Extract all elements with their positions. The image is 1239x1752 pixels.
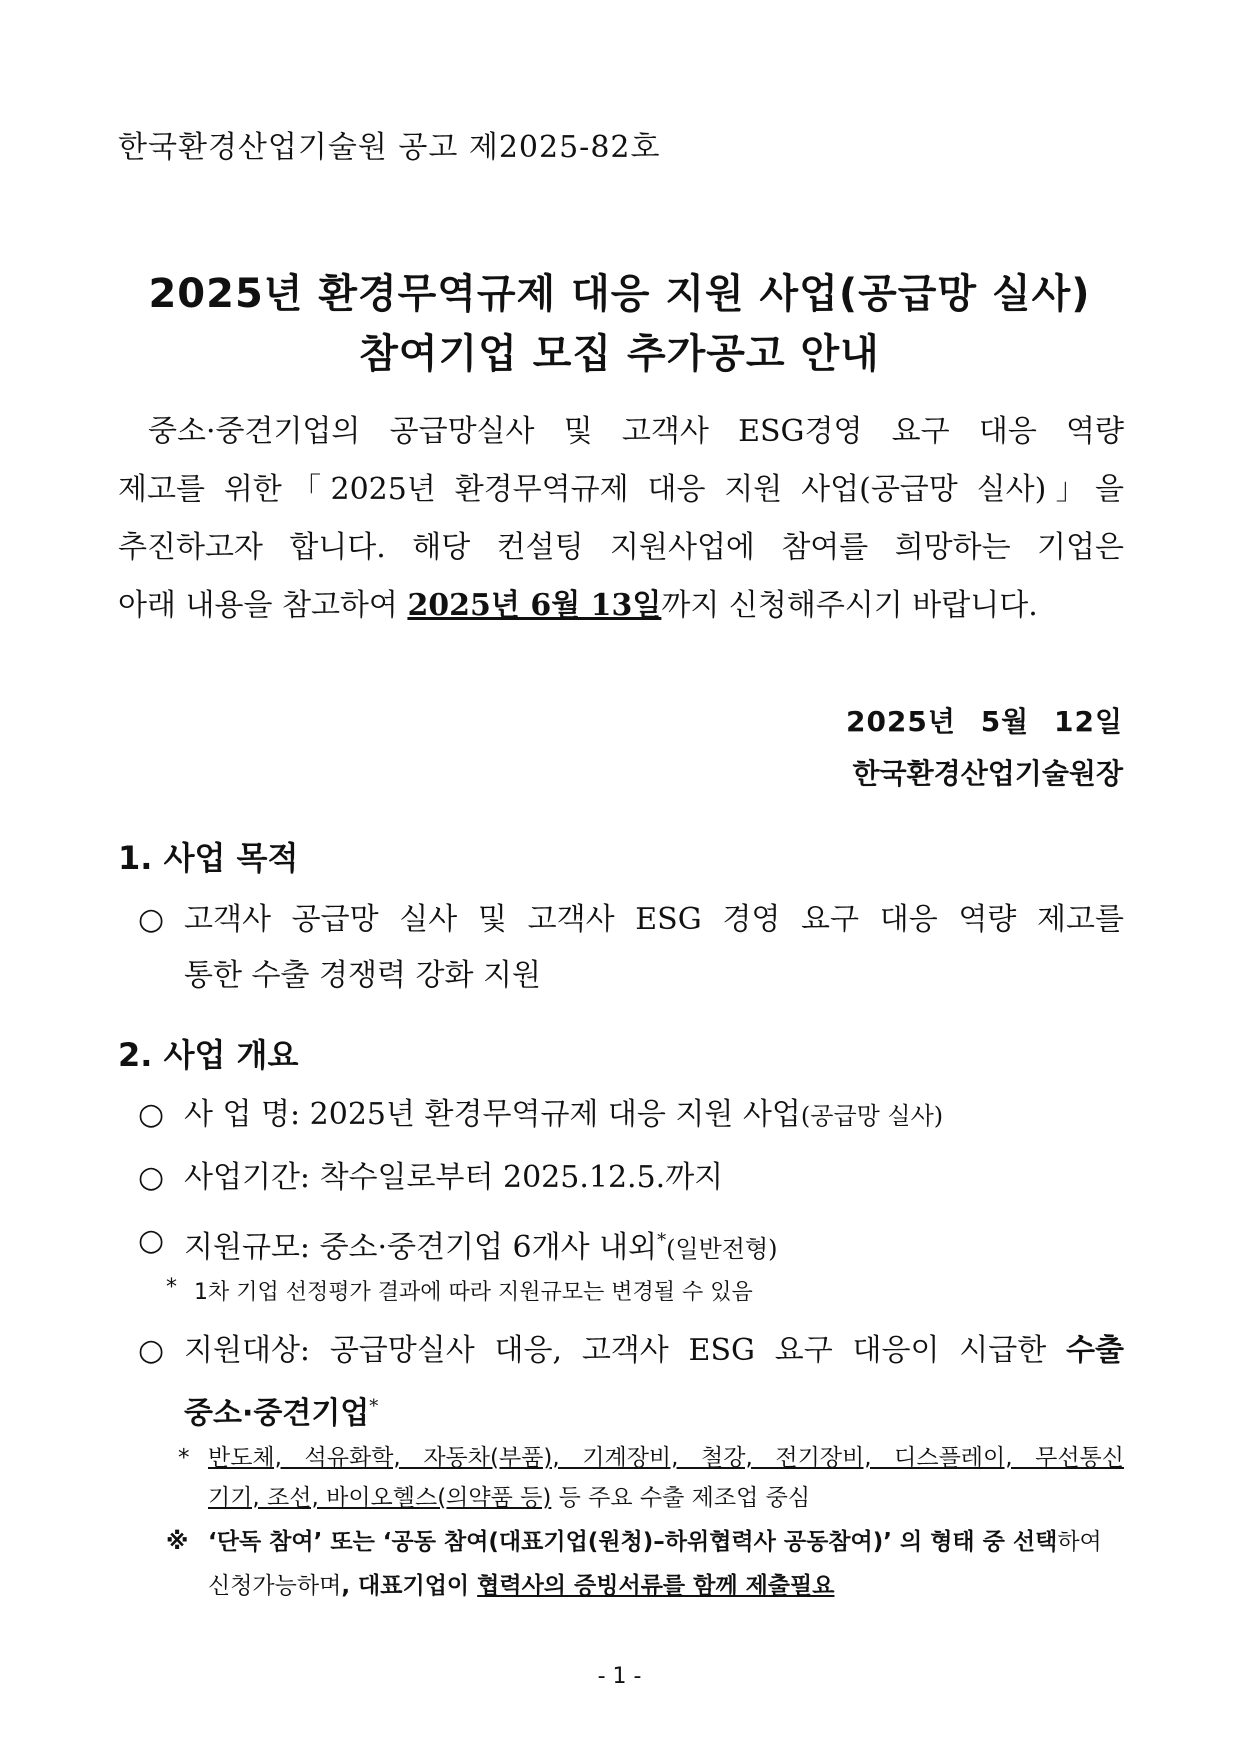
scale-footnote-text: 1차 기업 선정평가 결과에 따라 지원규모는 변경될 수 있음 (194, 1280, 753, 1305)
intro-line-1: 중소·중견기업의 공급망실사 및 고객사 ESG경영 요구 대응 역량 (148, 414, 1124, 449)
reference-mark-icon: ※ (166, 1529, 189, 1555)
purpose-line-2: 통한 수출 경쟁력 강화 지원 (184, 958, 541, 993)
section-2-heading: 2. 사업 개요 (118, 1036, 299, 1074)
industry-list-line-1: 반도체, 석유화학, 자동차(부품), 기계장비, 철강, 전기장비, 디스플레이, 무선통신 (208, 1445, 1124, 1471)
intro-line-4-post: 까지 신청해주시기 바랍니다. (661, 588, 1038, 623)
purpose-line-1: 고객사 공급망 실사 및 고객사 ESG 경영 요구 대응 역량 제고를 (184, 902, 1124, 937)
announcement-date: 2025년 5월 12일 (845, 705, 1123, 738)
issuing-organization: 한국환경산업기술원장 (852, 757, 1123, 790)
bullet-circle-icon: ○ (138, 902, 165, 937)
project-name: 사 업 명: 2025년 환경무역규제 대응 지원 사업 (184, 1097, 801, 1132)
intro-line-4-pre: 아래 내용을 참고하여 (118, 588, 408, 623)
overview-item-scale (138, 1213, 1124, 1277)
industry-footnote (178, 1438, 1124, 1518)
bullet-circle-icon: ○ (138, 1160, 165, 1195)
remark-tail: 하여 (1057, 1529, 1102, 1555)
intro-line-3: 추진하고자 합니다. 해당 컨설팅 지원사업에 참여를 희망하는 기업은 (118, 530, 1124, 565)
support-target: 지원대상: 공급망실사 대응, 고객사 ESG 요구 대응이 시급한 (184, 1333, 1047, 1368)
intro-line-2: 제고를 위한「2025년 환경무역규제 대응 지원 사업(공급망 실사)」을 (118, 472, 1124, 507)
remark-line-2-bold: , 대표기업이 (341, 1573, 478, 1599)
footnote-marker: * (657, 1230, 667, 1251)
footnote-star-icon: * (178, 1445, 190, 1471)
intro-paragraph (118, 403, 1124, 635)
industry-list-tail: 등 주요 수출 제조업 중심 (551, 1485, 811, 1511)
support-scale: 지원규모: 중소·중견기업 6개사 내외 (184, 1230, 658, 1265)
footnote-marker: * (369, 1396, 379, 1417)
support-target-bold-1: 수출 (1066, 1333, 1124, 1368)
project-name-suffix: (공급망 실사) (800, 1102, 944, 1130)
support-scale-type: (일반전형) (666, 1235, 778, 1263)
support-target-bold-2: 중소·중견기업 (184, 1396, 370, 1431)
remark-line-2-pre: 신청가능하며 (208, 1573, 342, 1599)
scale-footnote (166, 1275, 1116, 1306)
overview-item-period (138, 1150, 1124, 1206)
application-deadline: 2025년 6월 13일 (407, 588, 662, 623)
bullet-circle-icon: ○ (138, 1223, 165, 1258)
section-1-heading: 1. 사업 목적 (118, 839, 299, 877)
bullet-circle-icon: ○ (138, 1097, 165, 1132)
remark-bold-text: ‘단독 참여’ 또는 ‘공동 참여(대표기업(원청)–하위협력사 공동참여)’ 의 형태 중 선택 (208, 1529, 1058, 1555)
overview-item-name (138, 1087, 1124, 1144)
bullet-circle-icon: ○ (138, 1333, 165, 1368)
purpose-item (138, 892, 1124, 1004)
project-period: 사업기간: 착수일로부터 2025.12.5.까지 (184, 1160, 724, 1195)
notice-number: 한국환경산업기술원 공고 제2025-82호 (118, 130, 661, 165)
title-line-1: 2025년 환경무역규제 대응 지원 사업(공급망 실사) (148, 271, 1091, 317)
industry-list-line-2: 기기, 조선, 바이오헬스(의약품 등) (208, 1485, 552, 1511)
title-line-2: 참여기업 모집 추가공고 안내 (359, 331, 880, 377)
footnote-star-icon: * (166, 1275, 177, 1300)
overview-item-target (138, 1323, 1124, 1442)
participation-remark (166, 1520, 1124, 1608)
page-number: - 1 - (597, 1664, 642, 1689)
remark-line-2-underlined: 협력사의 증빙서류를 함께 제출필요 (477, 1573, 835, 1599)
